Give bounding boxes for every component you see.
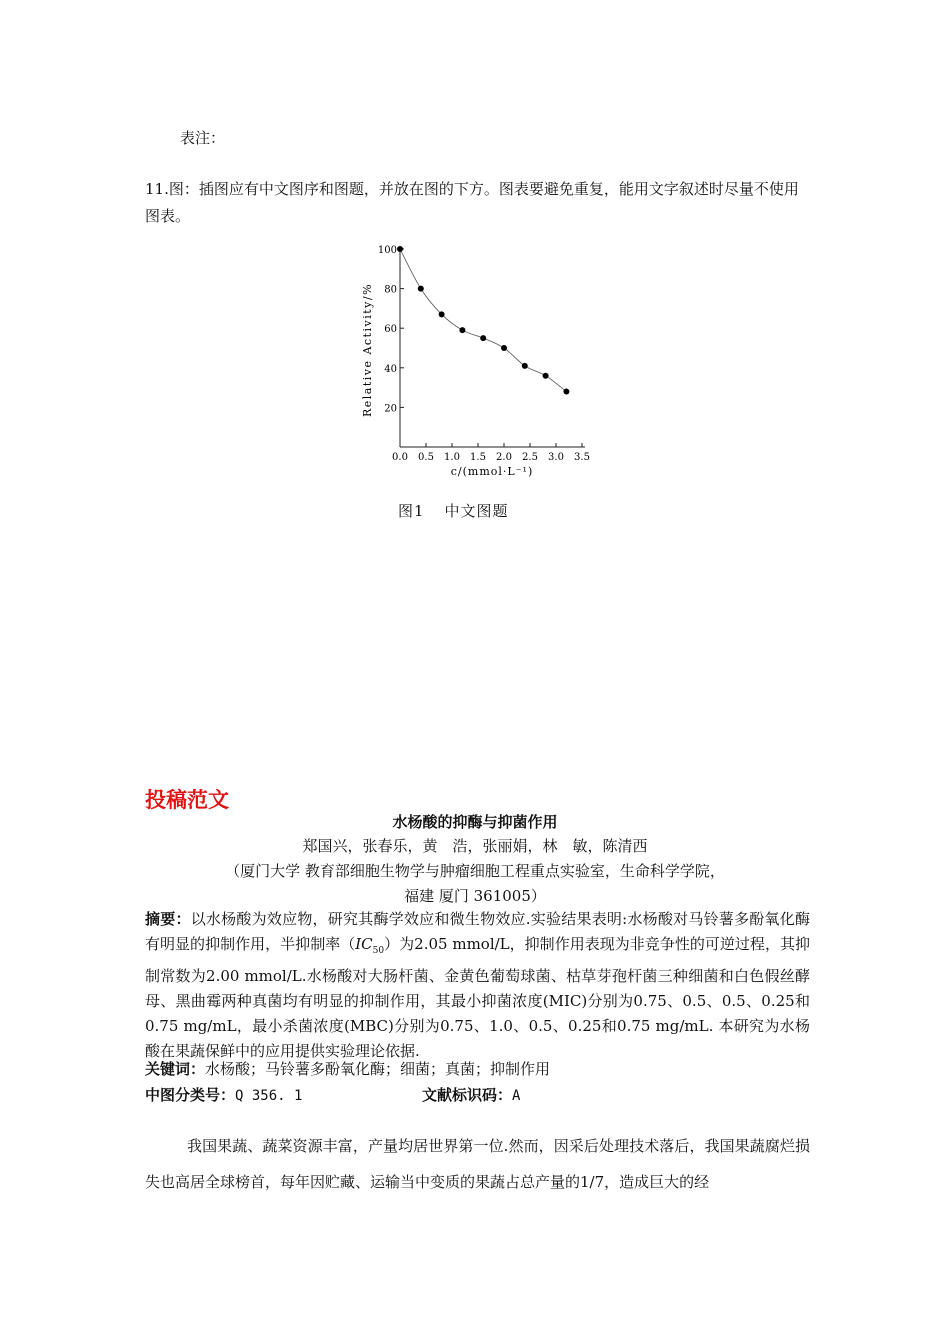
- y-tick-label: 80: [384, 284, 397, 296]
- y-tick-label: 100: [377, 245, 397, 256]
- clc-value: Q 356. 1: [235, 1088, 303, 1104]
- abstract-text-1: 以水杨酸为效应物，研究其酶学效应和微生物效应.实验结果表明:水杨酸对马铃薯多酚氧化酶有明显的抑制作用，半抑制率（: [145, 910, 810, 953]
- abstract-ic-sub: 50: [372, 946, 385, 956]
- fitted-curve: [400, 249, 566, 392]
- abstract-text-2: ）为2.05 mmol/L，抑制作用表现为非竞争性的可逆过程，其抑制常数为2.00 mmol/L.水杨酸对大肠杆菌、金黄色葡萄球菌、枯草芽孢杆菌三种细菌和白色假丝酵母、黑曲霉两种真菌均有明显的抑制作用，其最小抑菌浓度(MIC)分别为0.75、0.5、0.5、0.25和0.75 mg/mL，最小杀菌浓度(MBC)分别为0.75、1.0、0.5、0.25和0.75 mg/mL. 本研究为水杨酸在果蔬保鲜中的应用提供实验理论依据.: [145, 935, 810, 1060]
- x-tick-label: 0.0: [392, 452, 408, 463]
- doc-code-label: 文献标识码：: [422, 1086, 513, 1104]
- keywords-text: 水杨酸；马铃薯多酚氧化酶；细菌；真菌；抑制作用: [205, 1060, 551, 1078]
- relative-activity-chart: [355, 240, 605, 485]
- data-point: [397, 246, 403, 252]
- guideline-item-11: 11.图：插图应有中文图序和图题，并放在图的下方。图表要避免重复，能用文字叙述时尽量不使用图表。: [145, 180, 799, 225]
- classification-number: [145, 1084, 302, 1105]
- x-tick-label: 3.0: [548, 452, 564, 463]
- x-axis-label: c/(mmol·L⁻¹): [450, 465, 534, 478]
- chart-ticks: [378, 245, 590, 463]
- data-point: [563, 389, 569, 395]
- keywords-label: 关键词：: [145, 1060, 206, 1078]
- doc-code-value: A: [512, 1088, 521, 1104]
- data-point: [543, 373, 549, 379]
- paper-title: 水杨酸的抑酶与抑菌作用: [392, 813, 558, 831]
- y-tick-label: 20: [384, 403, 397, 415]
- sample-article-heading: 投稿范文: [145, 788, 229, 812]
- paper-affiliation-line1: （厦门大学 教育部细胞生物学与肿瘤细胞工程重点实验室，生命科学学院，: [225, 862, 725, 880]
- document-code: [422, 1084, 520, 1105]
- y-tick-label: 60: [384, 324, 397, 336]
- chart-axes: [400, 249, 585, 447]
- y-tick-label: 40: [384, 363, 397, 375]
- x-tick-label: 2.5: [522, 452, 538, 463]
- abstract-ic: IC: [355, 935, 373, 953]
- paper-abstract: [145, 907, 810, 1064]
- x-tick-label: 2.0: [496, 452, 512, 463]
- paper-authors: 郑国兴，张春乐，黄 浩，张丽娟，林 敏，陈清西: [302, 837, 648, 855]
- paper-keywords: [145, 1058, 550, 1079]
- chart-curve-layer: [400, 249, 566, 392]
- data-point: [522, 363, 528, 369]
- x-tick-label: 0.5: [418, 452, 434, 463]
- data-point: [501, 345, 507, 351]
- x-tick-label: 1.0: [444, 452, 460, 463]
- figure-number: 图1: [398, 502, 425, 520]
- chart-points-layer: [397, 246, 569, 395]
- data-point: [480, 335, 486, 341]
- paper-affiliation-line2: 福建 厦门 361005）: [404, 887, 546, 905]
- data-point: [459, 327, 465, 333]
- figure-title: 中文图题: [444, 502, 509, 520]
- x-tick-label: 3.5: [574, 452, 590, 463]
- y-axis-label: Relative Activity/%: [361, 282, 374, 418]
- figure-caption: [398, 500, 509, 521]
- data-point: [418, 286, 424, 292]
- data-point: [439, 311, 445, 317]
- table-note-label: 表注：: [180, 129, 226, 147]
- paper-body-paragraph: 我国果蔬、蔬菜资源丰富，产量均居世界第一位.然而，因采后处理技术落后，我国果蔬腐烂损失也高居全球榜首，每年因贮藏、运输当中变质的果蔬占总产量的1/7，造成巨大的经: [145, 1137, 810, 1191]
- x-tick-label: 1.5: [470, 452, 486, 463]
- clc-label: 中图分类号：: [145, 1086, 236, 1104]
- abstract-label: 摘要：: [145, 910, 191, 928]
